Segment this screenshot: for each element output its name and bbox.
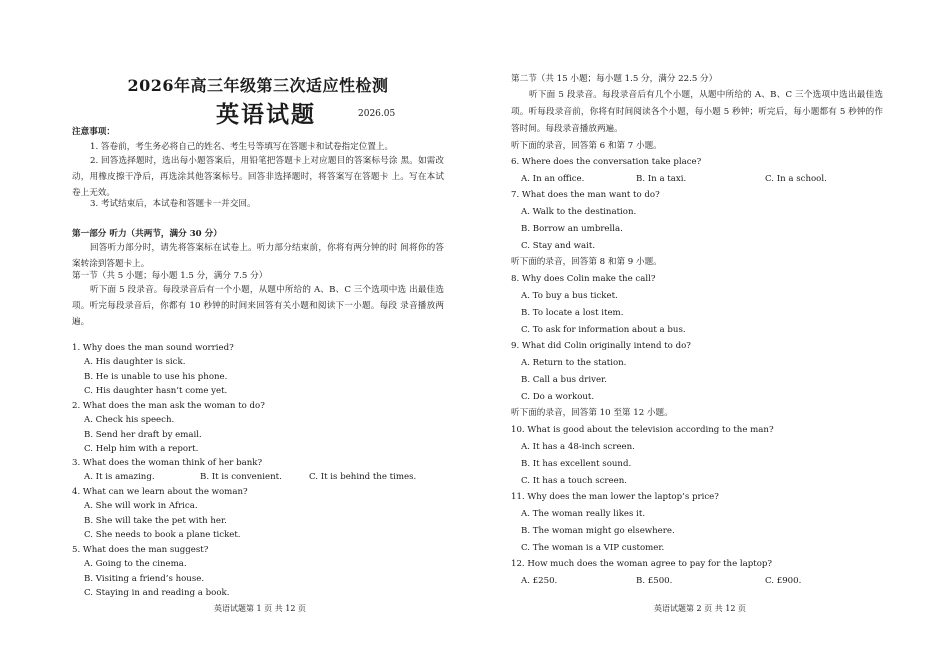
footer-left-page-number: 英语试题第 1 页 共 12 页 xyxy=(214,604,306,613)
section2-heading: 第二节（共 15 小题；每小题 1.5 分，满分 22.5 分） xyxy=(511,74,718,84)
notice-item-3: 3. 考试结束后，本试卷和答题卡一并交回。 xyxy=(90,199,256,209)
exam-subtitle: 英语试题 xyxy=(216,101,316,128)
section2-intro: 听下面 5 段录音。每段录音后有几个小题，从题中所给的 A、B、C 三个选项中选出最佳选项。听每段录音前，你将有时间阅读各个小题，每小题 5 秒钟；听完后，每小题都有 5 秒钟的作答时间。每段录音播放两遍。 xyxy=(511,90,883,134)
option-12b: B. £500. xyxy=(636,576,673,586)
question-3: 3. What does the woman think of her bank? xyxy=(72,458,263,468)
listen-6-7: 听下面的录音，回答第 6 和第 7 小题。 xyxy=(511,141,662,151)
option-9b: B. Call a bus driver. xyxy=(521,375,607,385)
notice-heading: 注意事项： xyxy=(72,127,115,137)
question-7: 7. What does the man want to do? xyxy=(511,190,660,200)
notice-item-1: 1. 答卷前，考生务必将自己的姓名、考生号等填写在答题卡和试卷指定位置上。 xyxy=(90,142,394,152)
part1-heading: 第一部分 听力（共两节，满分 30 分） xyxy=(72,229,222,239)
listen-8-9: 听下面的录音，回答第 8 和第 9 小题。 xyxy=(511,257,662,267)
part1-intro: 回答听力部分时，请先将答案标在试卷上。听力部分结束前，你将有两分钟的时 间将你的答案转涂到答题卡上。 xyxy=(72,243,444,269)
question-12: 12. How much does the woman agree to pay for the laptop? xyxy=(511,559,773,569)
question-5: 5. What does the man suggest? xyxy=(72,545,209,555)
question-10: 10. What is good about the television according to the man? xyxy=(511,425,774,435)
option-5b: B. Visiting a friend’s house. xyxy=(84,574,205,584)
option-3b: B. It is convenient. xyxy=(200,472,282,482)
question-2: 2. What does the man ask the woman to do? xyxy=(72,401,265,411)
option-8a: A. To buy a bus ticket. xyxy=(521,291,618,301)
question-4: 4. What can we learn about the woman? xyxy=(72,487,248,497)
option-1c: C. His daughter hasn’t come yet. xyxy=(84,386,228,396)
option-7c: C. Stay and wait. xyxy=(521,241,596,251)
option-10c: C. It has a touch screen. xyxy=(521,476,627,486)
option-10b: B. It has excellent sound. xyxy=(521,459,632,469)
question-6: 6. Where does the conversation take place? xyxy=(511,157,702,167)
option-2b: B. Send her draft by email. xyxy=(84,430,202,440)
option-6b: B. In a taxi. xyxy=(636,174,687,184)
question-1: 1. Why does the man sound worried? xyxy=(72,343,234,353)
option-2c: C. Help him with a report. xyxy=(84,444,199,454)
option-8c: C. To ask for information about a bus. xyxy=(521,325,686,335)
option-4a: A. She will work in Africa. xyxy=(84,501,198,511)
notice-item-2: 2. 回答选择题时，选出每小题答案后，用铅笔把答题卡上对应题目的答案标号涂 黑。如需改动，用橡皮擦干净后，再选涂其他答案标号。回答非选择题时，将答案写在答题卡 上。写在本试卷上无效。 xyxy=(72,156,444,198)
section1-heading: 第一节（共 5 小题；每小题 1.5 分，满分 7.5 分） xyxy=(72,271,268,281)
question-9: 9. What did Colin originally intend to do? xyxy=(511,341,691,351)
option-12c: C. £900. xyxy=(765,576,802,586)
section1-intro: 听下面 5 段录音。每段录音后有一个小题，从题中所给的 A、B、C 三个选项中选 出最佳选项。听完每段录音后，你都有 10 秒钟的时间来回答有关小题和阅读下一小题。每段 录音播放两遍。 xyxy=(72,285,444,327)
option-7a: A. Walk to the destination. xyxy=(521,207,637,217)
listen-10-12: 听下面的录音，回答第 10 至第 12 小题。 xyxy=(511,408,673,418)
option-7b: B. Borrow an umbrella. xyxy=(521,224,623,234)
option-11c: C. The woman is a VIP customer. xyxy=(521,543,665,553)
option-11a: A. The woman really likes it. xyxy=(521,509,646,519)
exam-date: 2026.05 xyxy=(358,109,396,119)
option-2a: A. Check his speech. xyxy=(84,415,175,425)
option-11b: B. The woman might go elsewhere. xyxy=(521,526,675,536)
option-8b: B. To locate a lost item. xyxy=(521,308,624,318)
option-1b: B. He is unable to use his phone. xyxy=(84,372,228,382)
option-9a: A. Return to the station. xyxy=(521,358,627,368)
option-10a: A. It has a 48-inch screen. xyxy=(521,442,635,452)
option-1a: A. His daughter is sick. xyxy=(84,357,186,367)
question-11: 11. Why does the man lower the laptop’s price? xyxy=(511,492,719,502)
option-12a: A. £250. xyxy=(521,576,558,586)
option-4b: B. She will take the pet with her. xyxy=(84,516,227,526)
exam-title: 2026年高三年级第三次适应性检测 xyxy=(127,76,389,95)
option-4c: C. She needs to book a plane ticket. xyxy=(84,530,241,540)
option-9c: C. Do a workout. xyxy=(521,392,595,402)
option-5a: A. Going to the cinema. xyxy=(84,559,187,569)
option-5c: C. Staying in and reading a book. xyxy=(84,588,230,598)
option-3a: A. It is amazing. xyxy=(84,472,155,482)
option-6a: A. In an office. xyxy=(521,174,585,184)
option-6c: C. In a school. xyxy=(765,174,827,184)
footer-right-page-number: 英语试题第 2 页 共 12 页 xyxy=(654,604,746,613)
question-8: 8. Why does Colin make the call? xyxy=(511,274,656,284)
option-3c: C. It is behind the times. xyxy=(309,472,417,482)
